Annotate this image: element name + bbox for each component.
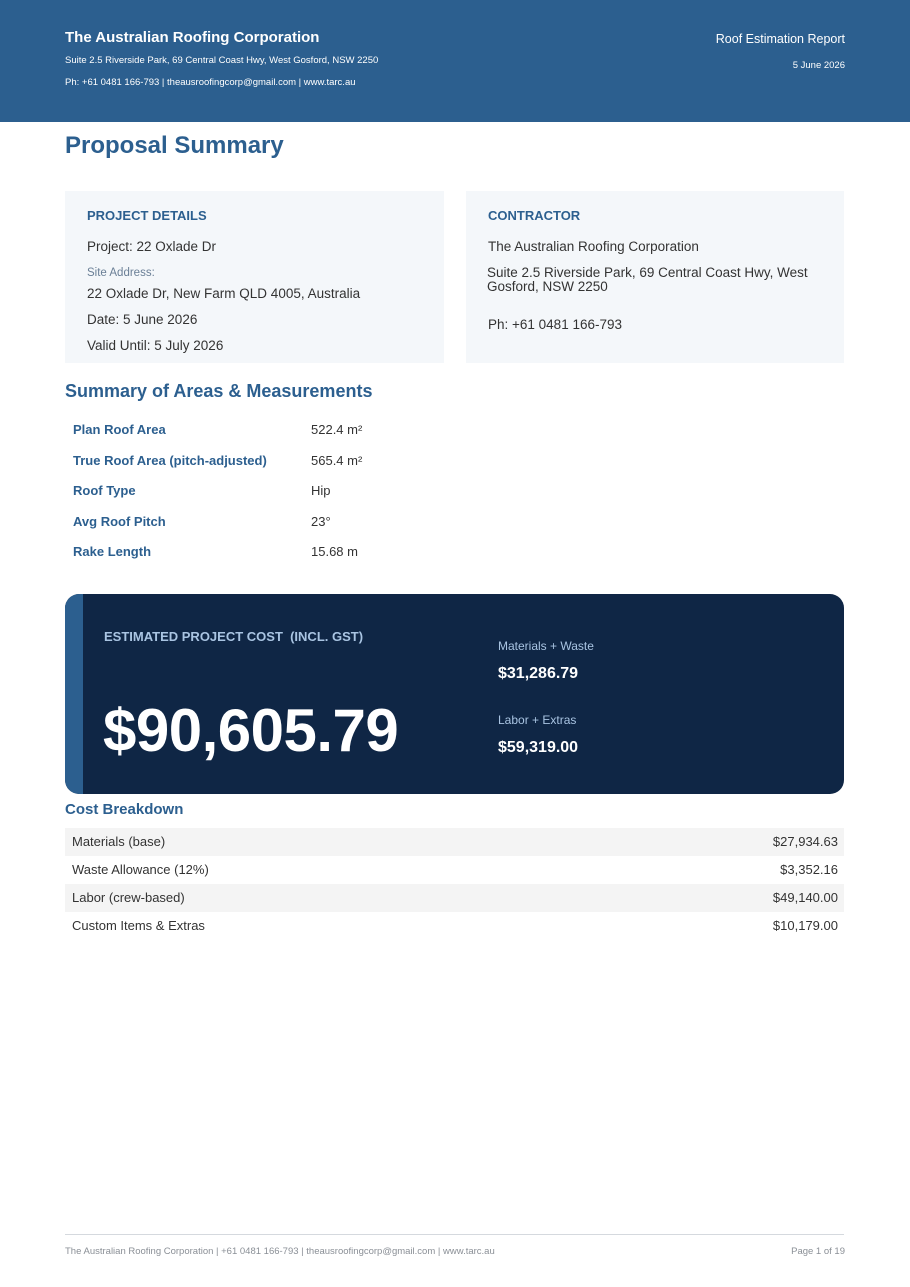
measurement-row bbox=[65, 544, 465, 574]
contractor-heading: CONTRACTOR bbox=[488, 208, 581, 223]
measurement-value: 522.4 m² bbox=[311, 422, 363, 437]
site-address: 22 Oxlade Dr, New Farm QLD 4005, Australia bbox=[87, 286, 361, 301]
project-details-card bbox=[65, 191, 444, 363]
project-name: Project: 22 Oxlade Dr bbox=[87, 239, 217, 254]
company-name: The Australian Roofing Corporation bbox=[65, 29, 320, 46]
report-header bbox=[0, 0, 910, 122]
measurement-value: 15.68 m bbox=[311, 544, 358, 559]
table-row bbox=[65, 856, 844, 884]
contractor-card bbox=[466, 191, 844, 363]
cost-panel-accent bbox=[65, 594, 83, 794]
table-row bbox=[65, 912, 844, 940]
measurements-title: Summary of Areas & Measurements bbox=[65, 381, 373, 401]
estimated-cost-total: $90,605.79 bbox=[103, 697, 399, 764]
measurement-row bbox=[65, 422, 465, 452]
measurement-value: 565.4 m² bbox=[311, 453, 363, 468]
contractor-address: Suite 2.5 Riverside Park, 69 Central Coast Hwy, West Gosford, NSW 2250 bbox=[487, 265, 808, 294]
breakdown-label: Materials (base) bbox=[72, 834, 166, 849]
measurement-row bbox=[65, 483, 465, 513]
materials-waste-value: $31,286.79 bbox=[498, 665, 579, 682]
breakdown-value: $3,352.16 bbox=[780, 862, 838, 877]
estimated-cost-panel bbox=[65, 594, 844, 794]
breakdown-value: $49,140.00 bbox=[772, 890, 838, 905]
contractor-name: The Australian Roofing Corporation bbox=[488, 239, 699, 254]
report-date: 5 June 2026 bbox=[792, 60, 845, 71]
table-row bbox=[65, 884, 844, 912]
table-row bbox=[65, 828, 844, 856]
measurement-row bbox=[65, 514, 465, 544]
page-number: Page 1 of 19 bbox=[791, 1246, 845, 1257]
estimated-cost-label: ESTIMATED PROJECT COST (INCL. GST) bbox=[104, 629, 364, 644]
company-contact: Ph: +61 0481 166-793 | theausroofingcorp@gmail.com | www.tarc.au bbox=[65, 77, 356, 88]
measurement-label: True Roof Area (pitch-adjusted) bbox=[73, 453, 267, 468]
breakdown-value: $27,934.63 bbox=[772, 834, 838, 849]
measurement-value: Hip bbox=[311, 483, 331, 498]
labor-extras-value: $59,319.00 bbox=[498, 739, 579, 756]
footer-contact: The Australian Roofing Corporation | +61 0481 166-793 | theausroofingcorp@gmail.com | www.tarc.au bbox=[65, 1246, 495, 1257]
materials-waste-label: Materials + Waste bbox=[498, 639, 594, 653]
measurement-label: Rake Length bbox=[73, 544, 152, 559]
labor-extras-label: Labor + Extras bbox=[498, 713, 577, 727]
contractor-phone: Ph: +61 0481 166-793 bbox=[488, 317, 622, 332]
measurement-value: 23° bbox=[311, 514, 331, 529]
measurement-label: Avg Roof Pitch bbox=[73, 514, 166, 529]
report-title: Roof Estimation Report bbox=[715, 32, 845, 46]
company-address: Suite 2.5 Riverside Park, 69 Central Coast Hwy, West Gosford, NSW 2250 bbox=[65, 55, 379, 66]
breakdown-label: Waste Allowance (12%) bbox=[72, 862, 209, 877]
project-details-heading: PROJECT DETAILS bbox=[87, 208, 207, 223]
breakdown-label: Labor (crew-based) bbox=[72, 890, 185, 905]
measurement-label: Plan Roof Area bbox=[73, 422, 166, 437]
proposal-date: Date: 5 June 2026 bbox=[87, 312, 198, 327]
measurement-row bbox=[65, 453, 465, 483]
breakdown-label: Custom Items & Extras bbox=[72, 918, 205, 933]
breakdown-value: $10,179.00 bbox=[772, 918, 838, 933]
site-address-label: Site Address: bbox=[87, 267, 155, 279]
valid-until: Valid Until: 5 July 2026 bbox=[87, 338, 224, 353]
cost-breakdown-title: Cost Breakdown bbox=[65, 801, 184, 818]
footer-divider bbox=[65, 1234, 844, 1235]
measurement-label: Roof Type bbox=[73, 483, 136, 498]
page-title: Proposal Summary bbox=[65, 132, 284, 159]
